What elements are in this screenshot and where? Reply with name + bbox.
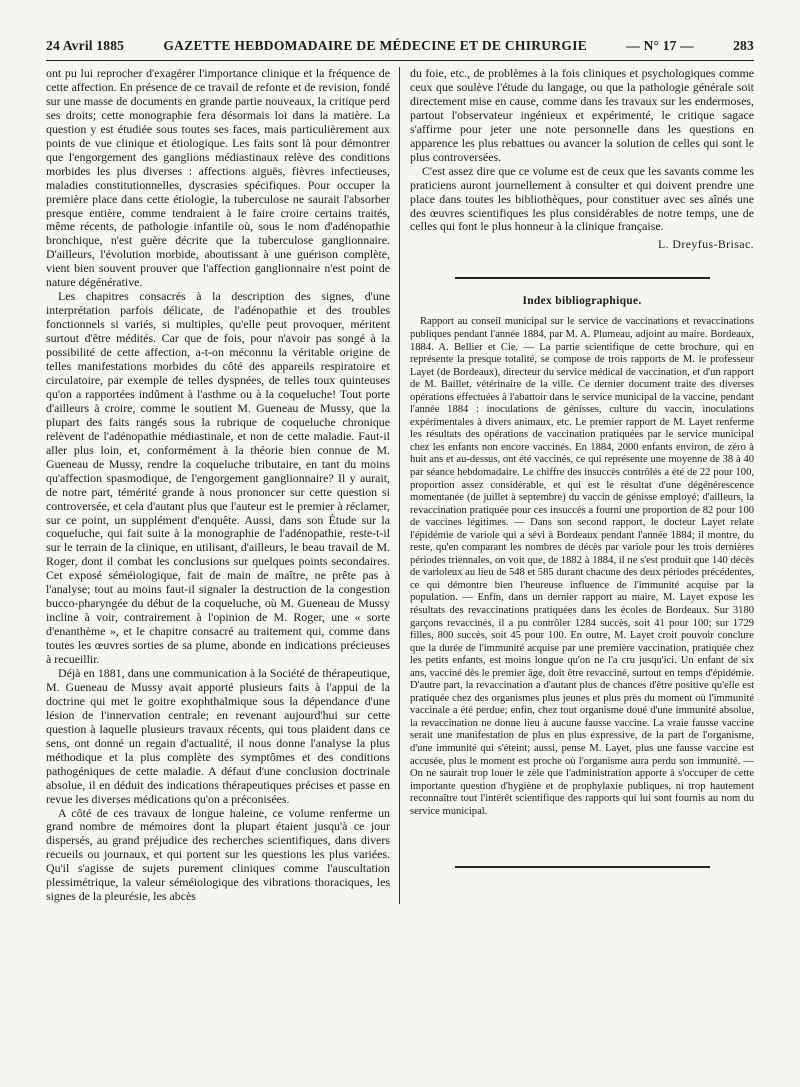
index-heading: Index bibliographique. bbox=[522, 295, 642, 308]
page-header bbox=[46, 38, 754, 61]
page-number: 283 bbox=[733, 38, 754, 53]
right-paragraph-2: C'est assez dire que ce volume est de ceux que les savants comme les praticiens auront journellement à consulter et qui doivent prendre une place dans toutes les bibliothèques, pour constituer avec ses aînés une des œuvres scientifiques les plus considérables de notre temps, une de celles qui font le plus honneur à la clinique française. bbox=[410, 163, 754, 234]
author-signature: L. Dreyfus-Brisac. bbox=[657, 237, 754, 252]
left-column bbox=[46, 67, 400, 904]
bibliography-entry: Rapport au conseil municipal sur le service de vaccinations et revaccinations publiques pendant l'année 1884, par M. A. Plumeau, adjoint au maire. Bordeaux, 1884. A. Bellier et Cie. — La partie scientifique de cette brochure, qui en représente la presque totalité, se compose de trois rapports de M. le professeur Layet (de Bordeaux), directeur du service médical de vaccination, et d'un rapport de M. Baillet, vétérinaire de la ville. Ce dernier document traite des diverses opérations effectuées à l'abattoir dans le service municipal de la vaccine, pendant l'année 1884 : inoculations de génisses, culture du vaccin, inoculations expérimentales à divers animaux, etc. Le premier rapport de M. Layet renferme les résultats des opérations de vaccination pratiquées par le service municipal chez les enfants non encore vaccinés. En 1884, 2000 enfants environ, de zéro à huit ans et au-dessus, ont été vaccinés, ce qui représente une moyenne de 38 à 40 par séance hebdomadaire. Le chiffre des insuccès contrôlés a été de 22 pour 100, proportion assez considérable, et qui est le résultat d'une dégénérescence momentanée (de juillet à septembre) du vaccin de génisse employé; d'ailleurs, la revaccination pratiquée pour ces insuccès a fourni une proportion de 82 pour 100 de vaccines légitimes. — Dans son second rapport, le docteur Layet relate l'épidémie de variole qui a sévi à Bordeaux pendant l'année 1884; il montre, du reste, qu'en comparant les nombres de décès par variole pour les trois dernières périodes triennales, on voit que, de 1882 à 1884, il ne s'est produit que 140 décès de varioleux au lieu de 548 et 585 durant chacune des deux périodes précédentes, ce qui démontre bien l'heureuse influence de l'immunité acquise par la population. — Enfin, dans un dernier rapport au maire, M. Layet expose les résultats des revaccinations pratiquées dans les écoles de Bordeaux. Sur 3180 garçons revaccinés, il a pu contrôler 1284 succès, soit 41 pour 100; sur 1729 filles, 800 succès, soit 45 pour 100. En outre, M. Layet croit pouvoir conclure que la durée de l'immunité acquise par une première vaccination, pratiquée chez les petits enfants, est moins longue qu'on ne l'a cru jusqu'ici. Un enfant de six ans, vacciné dès le premier âge, doit être revacciné, surtout en temps d'épidémie. D'autre part, la revaccination a d'autant plus de chances d'être positive qu'elle est pratiquée chez des organismes plus jeunes et plus près du moment où l'immunité vaccinale a été perdue; enfin, chez tout organisme doué d'une immunité absolue, la revaccination ne donne lieu à aucune fausse vaccine. La vraie fausse vaccine serait une manifestation de plus en plus expressive, de la part de l'organisme, d'une immunité qui s'éteint; aussi, pense M. Layet, plus une fausse vaccine est accusée, plus le moment est proche où l'organisme aura perdu son immunité. — On ne saurait trop louer le zèle que l'administration apporte à s'occuper de cette importante question d'hygiène et de prophylaxie publiques, ni trop hautement reconnaître tout l'intérêt scientifique des rapports qui lui sont fournis au nom du service municipal. bbox=[410, 316, 754, 817]
issue-number: — N° 17 — bbox=[626, 38, 694, 53]
article-columns bbox=[46, 67, 754, 904]
left-paragraph-3: Déjà en 1881, dans une communication à la Société de thérapeutique, M. Gueneau de Mussy avait apporté plusieurs faits à l'appui de la doctrine qui met le goitre exophthalmique sous la dépendance d'une lésion de l'innervation centrale; en revenant aujourd'hui sur cette question à laquelle plusieurs travaux récents, qui tous plaident dans ce sens, ont donné un regain d'actualité, il nous donne l'analyse la plus méthodique et la plus complète des symptômes et des conditions pathogéniques de cette maladie. A défaut d'une conclusion doctrinale absolue, il en déduit des indications thérapeutiques précises et passe en revue les diverses médications qu'on a préconisées. bbox=[46, 665, 390, 806]
issue-date: 24 Avril 1885 bbox=[46, 38, 125, 53]
closing-divider bbox=[455, 866, 710, 868]
right-column bbox=[400, 67, 754, 904]
journal-title: GAZETTE HEBDOMADAIRE DE MÉDECINE ET DE CHIRURGIE bbox=[163, 38, 588, 53]
right-paragraph-1: du foie, etc., de problèmes à la fois cliniques et psychologiques comme ceux que soulève l'étude du langage, ou que la pathologie générale soit directement mise en cause, comme dans les travaux sur les endermoses, partout l'observateur ingénieux et expérimenté, le critique sagace s'affirme pour jeter une note personnelle dans les questions en apparence les plus rebattues ou avancer la solution de celles qui sont le plus controversées. bbox=[410, 66, 754, 164]
left-paragraph-1: ont pu lui reprocher d'exagérer l'importance clinique et la fréquence de cette affection. En présence de ce travail de refonte et de revision, fondé sur une masse de documents en grande partie nouveaux, la critique perd ses droits; cette monographie fera désormais loi dans la matière. La question y est étudiée sous toutes ses faces, mais particulièrement aux points de vue clinique et étiologique. Les faits sont là pour démontrer que l'engorgement des ganglions médiastinaux relève des conditions morbides les plus diverses : affections aiguës, fièvres infectieuses, maladies constitutionnelles, dyscrasies spécifiques. Pour occuper la première place dans cette étiologie, la tuberculose ne saurait l'absorber presque entière, comme tendraient à le faire croire certains traités, même récents, de pathologie infantile où, sous le nom d'adénopathie bronchique, n'est guère décrite que la tuberculose ganglionnaire. D'ailleurs, l'évolution morbide, aboutissant à une guérison complète, vient bien souvent prouver que l'affection ganglionnaire n'est point de nature dégénérative. bbox=[46, 66, 390, 290]
left-paragraph-2: Les chapitres consacrés à la description des signes, d'une interprétation parfois délicate, de l'adénopathie et des troubles fonctionnels si variés, si multiples, qu'elle peut provoquer, méritent surtout d'être médités. Car que de fois, pour n'avoir pas songé à la possibilité de cette affection, a-t-on méconnu la véritable origine de telles manifestations morbides du côté des appareils respiratoire et circulatoire, par exemple de telles dyspnées, de telles toux quinteuses qu'on a rapportées indûment à l'asthme ou à la coqueluche! Tout porte d'ailleurs à croire, comme le soutient M. Gueneau de Mussy, que la plupart des faits rangés sous la rubrique de coqueluche chronique relèvent de l'adénopathie médiastinale, et non de cette maladie. Faut-il aller plus loin, et, conformément à la théorie bien connue de M. Gueneau de Mussy, rendre la coqueluche tributaire, en tant du moins qu'affection spasmodique, de l'engorgement ganglionnaire? Il y aurait, de notre part, témérité grande à nous prononcer sur cette question si controversée, et cela d'autant plus que l'auteur est le premier à réclamer, sur ce point, un supplément d'enquête. Aussi, dans son Étude sur la coqueluche, qui fait suite à la monographie de l'adénopathie, reste-t-il sur le terrain de la clinique, en utilisant, d'ailleurs, le beau travail de M. Roger, dont il combat les conclusions sur quelques points secondaires. Cet exposé séméiologique, fait de main de maître, ne prête pas à l'analyse; tout au moins faut-il signaler la destruction de la congestion bucco-pharyngée du début de la coqueluche, où M. Gueneau de Mussy incline à voir, contrairement à l'opinion de M. Roger, une « sorte d'enanthème », et le chapitre consacré au traitement qui, comme dans toutes les œuvres sorties de sa plume, abonde en indications précieuses à recueillir. bbox=[46, 289, 390, 667]
section-divider bbox=[455, 277, 710, 279]
bibliography-section bbox=[410, 316, 754, 818]
left-paragraph-4: A côté de ces travaux de longue haleine, ce volume renferme un grand nombre de mémoires dont la plupart étaient jusqu'à ce jour dispersés, au grand préjudice des recherches scientifiques, dans divers recueils ou journaux, et qui portent sur les questions les plus variées. Qu'il s'agisse de sujets purement cliniques comme l'auscultation plessimétrique, la valeur séméiologique des vibrations thoraciques, les signes de la pleurésie, les abcès bbox=[46, 805, 390, 904]
